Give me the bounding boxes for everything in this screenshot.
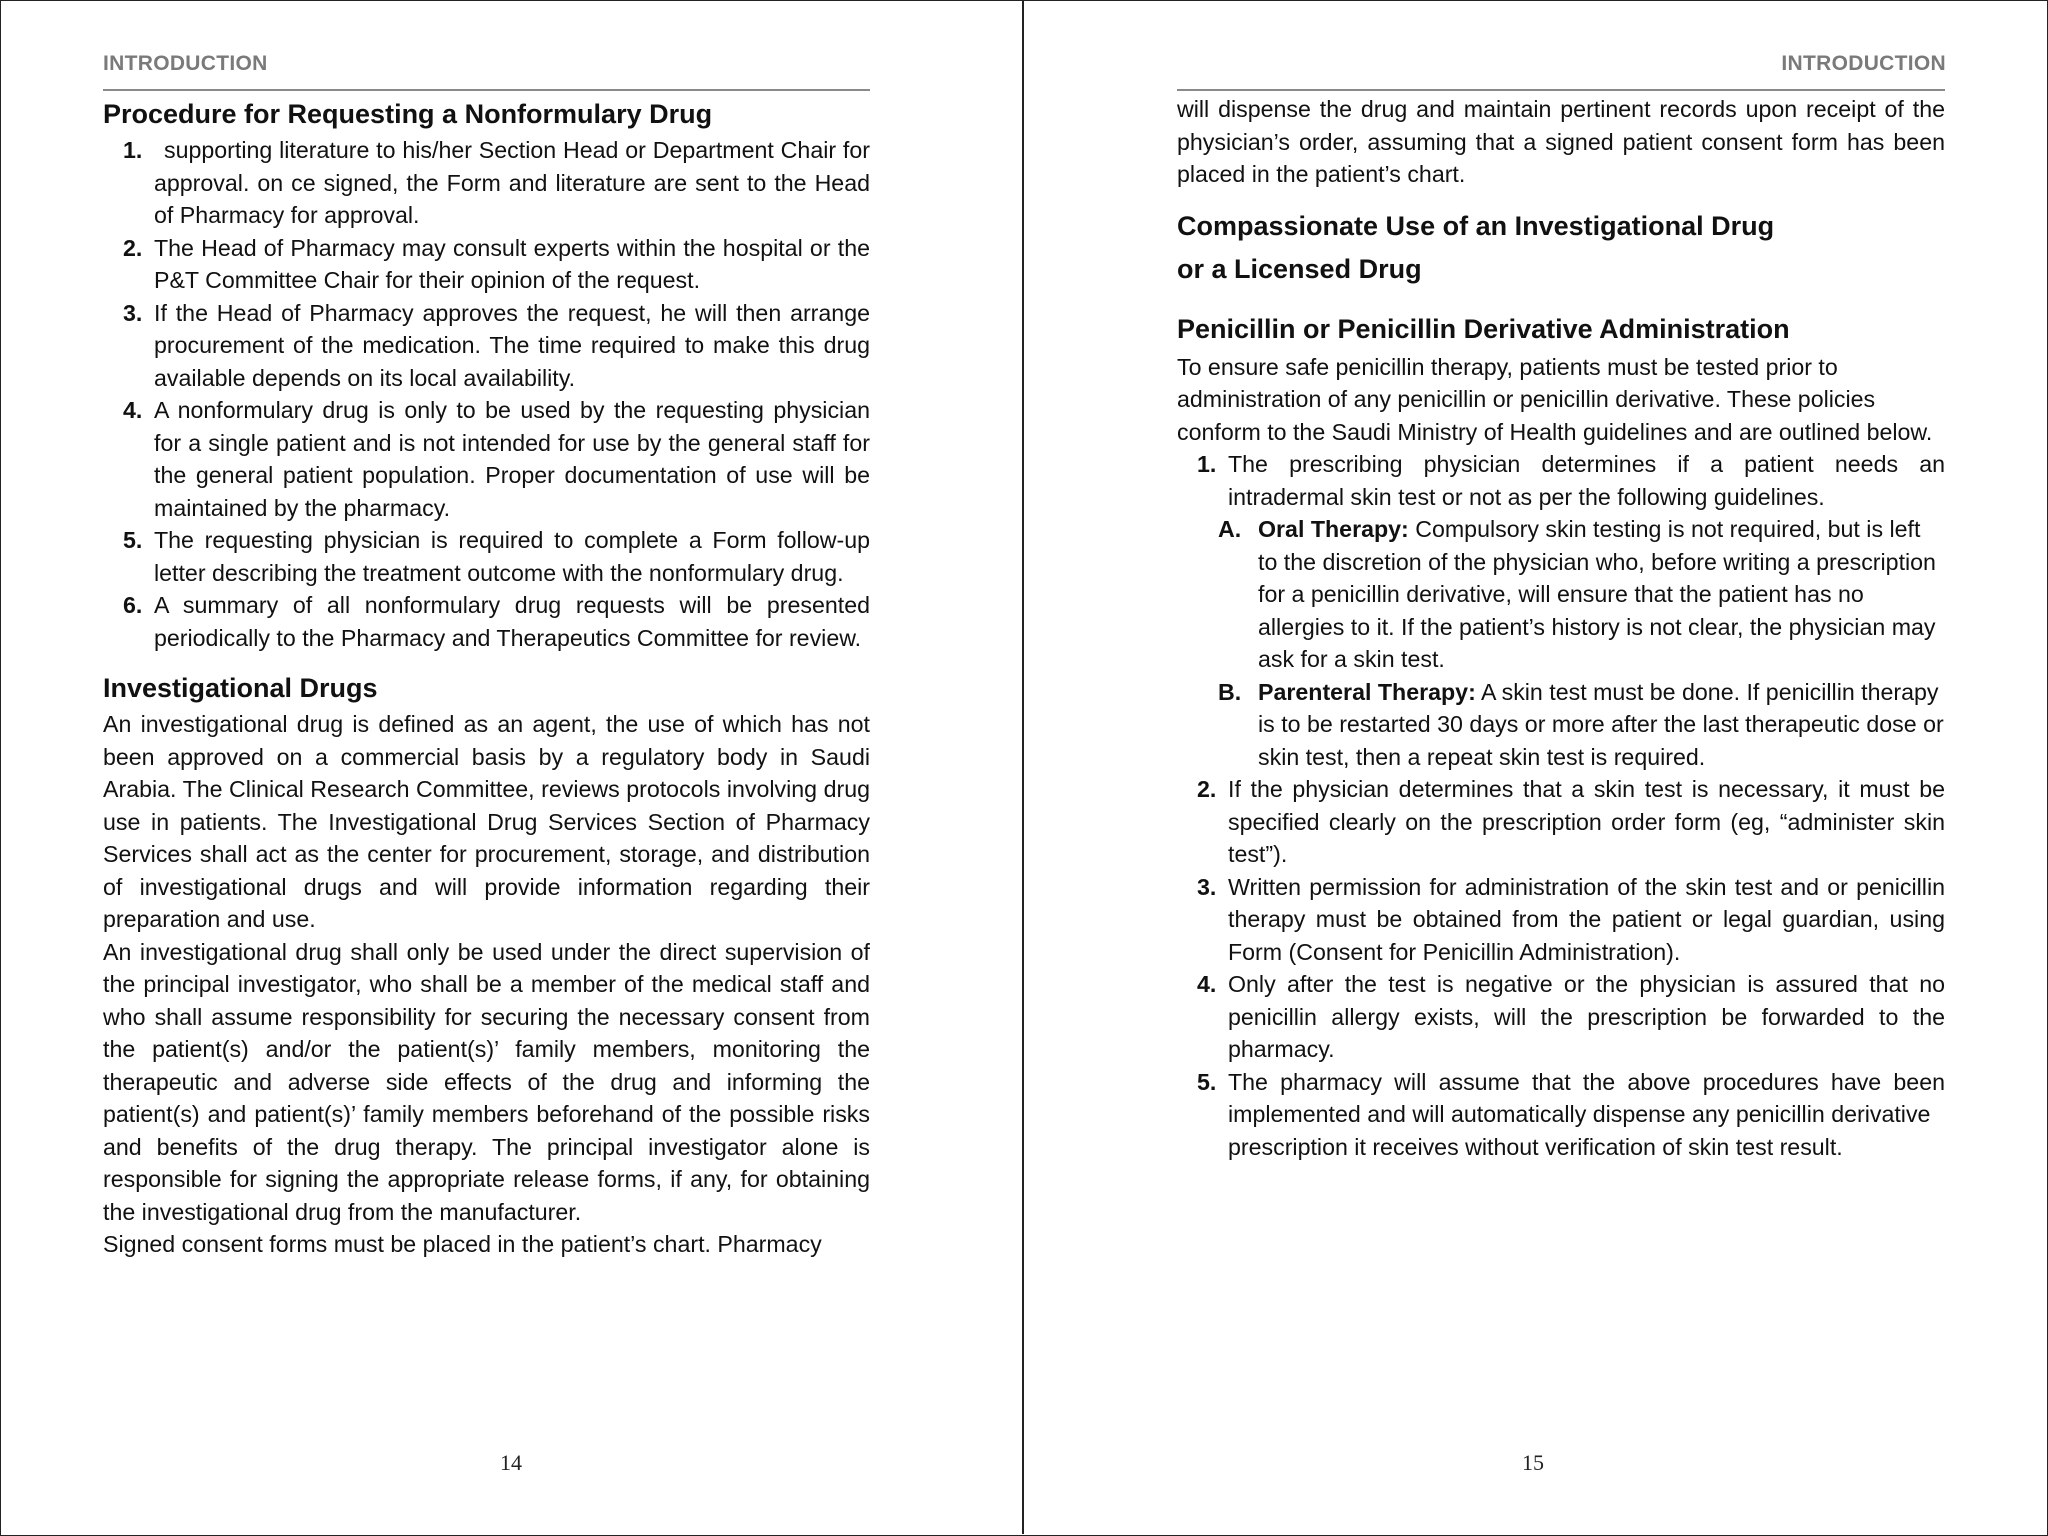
- list-item: 3. Written permission for administration of the skin test and or penicillin therapy must be obtained from the patient or legal guardian, using Form (Consent for Penicillin Administration).: [1197, 873, 1945, 965]
- paragraph: Signed consent forms must be placed in the patient’s chart. Pharmacy: [103, 1231, 822, 1257]
- page-15: [1024, 0, 2046, 1534]
- section-title: Penicillin or Penicillin Derivative Administration: [1177, 313, 1790, 344]
- list-item: 3. If the Head of Pharmacy approves the request, he will then arrange procurement of the medication. The time required to make this drug available depends on its local availability.: [123, 299, 870, 391]
- penicillin-steps: [1177, 448, 1945, 1163]
- list-item: 5. The pharmacy will assume that the above procedures have been implemented and will automatically dispense any penicillin derivative prescription it receives without verification of skin test result.: [1197, 1068, 1945, 1160]
- list-item: 2. If the physician determines that a skin test is necessary, it must be specified clearly on the prescription order form (eg, “administer skin test”).: [1197, 776, 1945, 867]
- list-item: 6. A summary of all nonformulary drug requests will be presented periodically to the Pharmacy and Therapeutics Committee for review.: [123, 592, 870, 651]
- header-rule: [103, 89, 870, 91]
- list-item: 4. A nonformulary drug is only to be used by the requesting physician for a single patient and is not intended for use by the general staff for the general patient population. Proper documentation of use will be maintained by the pharmacy.: [123, 397, 870, 521]
- sub-list: [1218, 513, 1945, 773]
- list-item: 1. supporting literature to his/her Section Head or Department Chair for approval. on ce signed, the Form and literature are sent to the Head of Pharmacy for approval.: [123, 137, 870, 228]
- page-body: [1177, 93, 1945, 1163]
- paragraph: will dispense the drug and maintain pertinent records upon receipt of the physician’s order, assuming that a signed patient consent form has been placed in the patient’s chart.: [1177, 96, 1945, 187]
- paragraph: An investigational drug is defined as an agent, the use of which has not been approved on a commercial basis by a regulatory body in Saudi Arabia. The Clinical Research Committee, reviews protocols involving drug use in patients. The Investigational Drug Services Section of Pharmacy Services shall act as the center for procurement, storage, and distribution of investigational drugs and will provide information regarding their preparation and use.: [103, 711, 870, 932]
- page-number: 15: [1522, 1450, 1544, 1475]
- list-item: 2. The Head of Pharmacy may consult experts within the hospital or the P&T Committee Chair for their opinion of the request.: [123, 234, 870, 293]
- list-item: 4. Only after the test is negative or the physician is assured that no penicillin allergy exists, will the prescription be forwarded to the pharmacy.: [1197, 971, 1945, 1062]
- procedure-steps: [103, 134, 870, 654]
- sub-list-item: A. Oral Therapy: Compulsory skin testing is not required, but is left to the discretion of the physician who, before writing a prescription for a penicillin derivative, will ensure that the patient has no allergies to it. If the patient’s history is not clear, the physician may ask for a skin test.: [1218, 516, 1936, 672]
- running-head: INTRODUCTION: [103, 52, 268, 75]
- paragraph: To ensure safe penicillin therapy, patients must be tested prior to administration of any penicillin or penicillin derivative. These policies conform to the Saudi Ministry of Health guidelines and are outlined below.: [1177, 353, 1933, 445]
- page-14: [0, 0, 1022, 1534]
- sub-list-item: B. Parenteral Therapy: A skin test must be done. If penicillin therapy is to be restarted 30 days or more after the last therapeutic dose or skin test, then a repeat skin test is required.: [1218, 678, 1944, 770]
- running-head: INTRODUCTION: [1781, 52, 1946, 75]
- page-body: [103, 94, 870, 1261]
- list-item: 1. The prescribing physician determines if a patient needs an intradermal skin test or not as per the following guidelines. A. Oral Therapy: Compulsory skin testing is not required, but is left to the discretion of the physician who, before writing a prescription for a penicillin derivative, will ensure that the patient has no allergies to it. If the patient’s history is not clear, the physician may ask for a skin test. B. Parenteral Therapy: A skin test must be done. If penicillin therapy is to be restarted 30 days or more after the last therapeutic dose or skin test, then a repeat skin test is required.: [1177, 448, 1945, 773]
- section-title: Procedure for Requesting a Nonformulary Drug: [103, 99, 713, 129]
- section-title: Compassionate Use of an Investigational Drug or a Licensed Drug: [1177, 210, 1775, 284]
- header-rule: [1177, 89, 1945, 91]
- paragraph: An investigational drug shall only be used under the direct supervision of the principal investigator, who shall be a member of the medical staff and who shall assume responsibility for securing the necessary consent from the patient(s) and/or the patient(s)’ family members, monitoring the therapeutic and adverse side effects of the drug and informing the patient(s) and patient(s)’ family members beforehand of the possible risks and benefits of the drug therapy. The principal investigator alone is responsible for signing the appropriate release forms, if any, for obtaining the investigational drug from the manufacturer.: [103, 938, 870, 1225]
- section-title: Investigational Drugs: [103, 673, 378, 703]
- page-number: 14: [500, 1450, 522, 1475]
- list-item: 5. The requesting physician is required to complete a Form follow-up letter describing the treatment outcome with the nonformulary drug.: [123, 527, 870, 586]
